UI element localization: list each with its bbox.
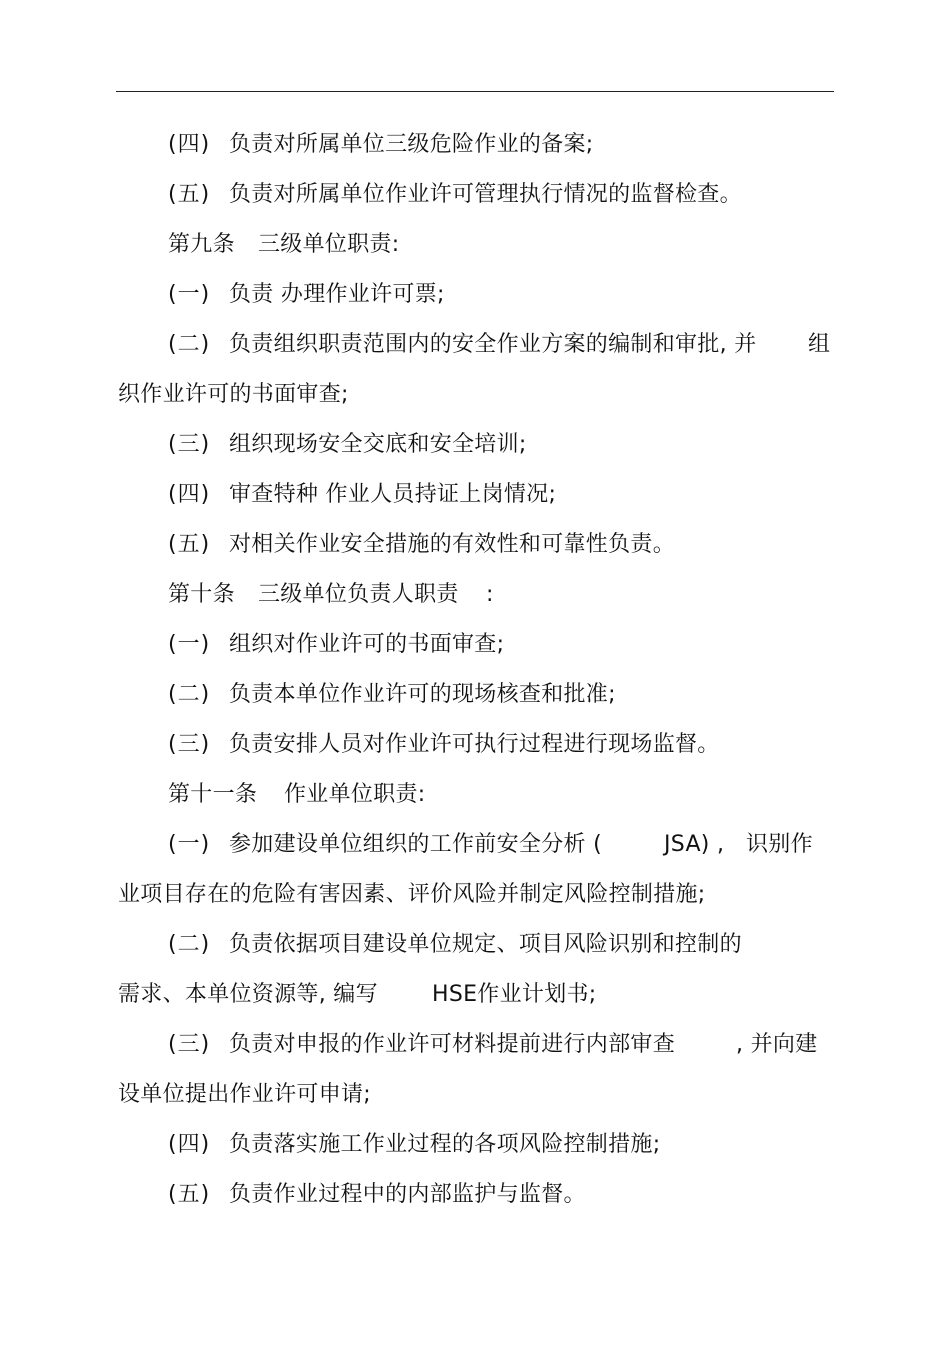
- item-label: (四): [168, 1132, 211, 1157]
- article-number: 第十条: [168, 582, 235, 607]
- item-label: (二): [168, 332, 211, 357]
- article-title-tail: :: [486, 582, 494, 607]
- article-title: 作业单位职责:: [284, 782, 426, 807]
- item-text: 业项目存在的危险有害因素、评价风险并制定风险控制措施;: [118, 882, 706, 907]
- item-text: 需求、本单位资源等, 编写: [118, 982, 378, 1007]
- clause-line: [0, 680, 950, 710]
- item-text-tail: 组: [808, 332, 831, 357]
- item-text-mid: HSE作业计划书;: [432, 982, 597, 1007]
- header-rule: [116, 91, 834, 92]
- continuation-line: [0, 880, 950, 910]
- clause-line: [0, 730, 950, 760]
- item-text: 负责安排人员对作业许可执行过程进行现场监督。: [229, 732, 720, 757]
- item-label: (三): [168, 1032, 211, 1057]
- item-text: 织作业许可的书面审查;: [118, 382, 349, 407]
- article-title: 三级单位职责:: [258, 232, 400, 257]
- clause-line: [0, 630, 950, 660]
- item-text: 组织现场安全交底和安全培训;: [229, 432, 527, 457]
- item-text: 设单位提出作业许可申请;: [118, 1082, 372, 1107]
- item-text: 负责对所属单位三级危险作业的备案;: [229, 132, 594, 157]
- item-label: (四): [168, 482, 211, 507]
- clause-line: [0, 1130, 950, 1160]
- article-heading: [0, 580, 950, 610]
- clause-line: [0, 1180, 950, 1210]
- continuation-line: [0, 1080, 950, 1110]
- item-text: 负责作业过程中的内部监护与监督。: [229, 1182, 586, 1207]
- item-label: (一): [168, 282, 211, 307]
- clause-line: [0, 930, 950, 960]
- item-text: 负责组织职责范围内的安全作业方案的编制和审批, 并: [229, 332, 757, 357]
- item-text-tail: 识别作: [746, 832, 813, 857]
- item-text: 负责落实施工作业过程的各项风险控制措施;: [229, 1132, 661, 1157]
- item-label: (一): [168, 632, 211, 657]
- clause-line: [0, 830, 950, 860]
- clause-line: [0, 130, 950, 160]
- item-label: (二): [168, 682, 211, 707]
- item-text-tail: , 并向建: [736, 1032, 818, 1057]
- item-text-mid: JSA) ,: [664, 832, 725, 857]
- article-number: 第十一条: [168, 782, 258, 807]
- item-label: (五): [168, 1182, 211, 1207]
- clause-line: [0, 180, 950, 210]
- item-text: 负责 办理作业许可票;: [229, 282, 445, 307]
- item-text: 负责本单位作业许可的现场核查和批准;: [229, 682, 616, 707]
- item-label: (三): [168, 732, 211, 757]
- clause-line: [0, 480, 950, 510]
- item-text: 负责对申报的作业许可材料提前进行内部审查: [229, 1032, 676, 1057]
- article-heading: [0, 780, 950, 810]
- item-label: (一): [168, 832, 211, 857]
- clause-line: [0, 330, 950, 360]
- clause-line: [0, 430, 950, 460]
- item-label: (四): [168, 132, 211, 157]
- item-label: (五): [168, 532, 211, 557]
- item-text: 参加建设单位组织的工作前安全分析 (: [229, 832, 602, 857]
- item-text: 对相关作业安全措施的有效性和可靠性负责。: [229, 532, 676, 557]
- article-heading: [0, 230, 950, 260]
- continuation-line: [0, 380, 950, 410]
- item-label: (五): [168, 182, 211, 207]
- item-text: 组织对作业许可的书面审查;: [229, 632, 505, 657]
- item-label: (二): [168, 932, 211, 957]
- item-text: 审查特种 作业人员持证上岗情况;: [229, 482, 557, 507]
- item-label: (三): [168, 432, 211, 457]
- clause-line: [0, 1030, 950, 1060]
- article-title: 三级单位负责人职责: [258, 582, 459, 607]
- article-number: 第九条: [168, 232, 235, 257]
- clause-line: [0, 530, 950, 560]
- continuation-line: [0, 980, 950, 1010]
- item-text: 负责对所属单位作业许可管理执行情况的监督检查。: [229, 182, 742, 207]
- item-text: 负责依据项目建设单位规定、项目风险识别和控制的: [229, 932, 742, 957]
- clause-line: [0, 280, 950, 310]
